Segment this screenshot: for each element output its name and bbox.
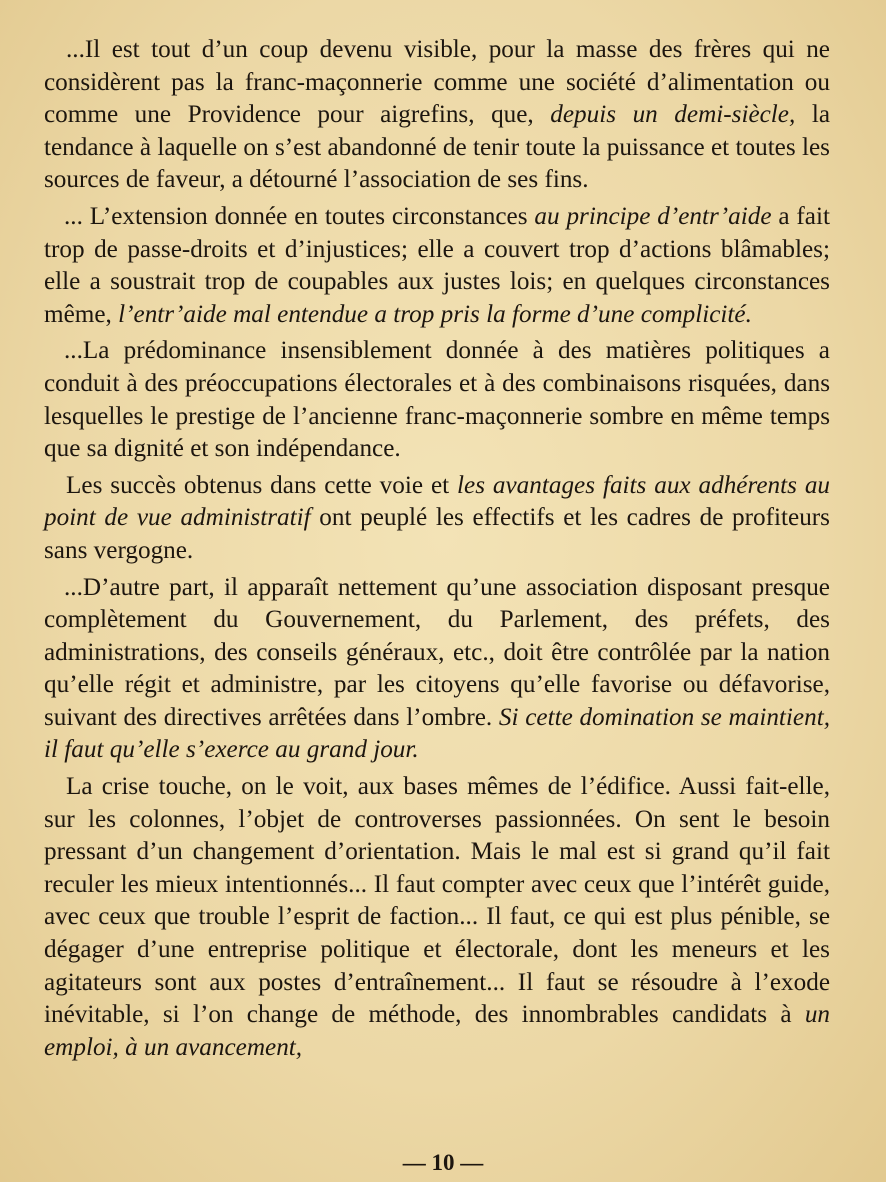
text-segment: ...D’autre part, il apparaît nettement qu’une association disposant presque complètement du Gouvernement, du Parlement, des préfets, des administrations, des conseils généraux, etc., doit être contrôlée par la nation qu’elle régit et administre, par les citoyens qu’elle favorise ou défavorise, suivant des directives arrêtées dans l’ombre. bbox=[44, 573, 830, 731]
text-segment: ont peuplé les effectifs et les cadres de profiteurs sans vergogne. bbox=[44, 504, 830, 564]
italic-segment: au principe d’entr’aide bbox=[534, 202, 772, 230]
paragraph-4 bbox=[44, 470, 830, 568]
body-text bbox=[44, 34, 830, 1064]
paragraph-6 bbox=[44, 771, 830, 1064]
italic-segment: l’entr’aide mal entendue a trop pris la forme d’une complicité. bbox=[118, 300, 752, 328]
text-segment: La crise touche, on le voit, aux bases mêmes de l’édifice. Aussi fait-elle, sur les colonnes, l’objet de controverses passionnées. On sent le besoin pressant d’un changement d’orientation. Mais le mal est si grand qu’il fait reculer les mieux intentionnés... Il faut compter avec ceux que l’intérêt guide, avec ceux que trouble l’esprit de faction... Il faut, ce qui est plus pénible, se dégager d’une entreprise politique et électorale, dont les meneurs et les agitateurs sont aux postes d’entraînement... Il faut se résoudre à l’exode inévitable, si l’on change de méthode, des innombrables candidats à bbox=[44, 773, 830, 1029]
page-number: — 10 — bbox=[402, 1150, 484, 1175]
paragraph-3 bbox=[44, 335, 830, 465]
text-segment: ... L’extension donnée en toutes circonstances bbox=[64, 202, 535, 230]
italic-segment: un emploi, à un avancement, bbox=[44, 1001, 830, 1061]
text-segment: ...La prédominance insensiblement donnée à des matières politiques a conduit à des préoccupations électorales et à des combinaisons risquées, dans lesquelles le prestige de l’ancienne franc-maçonnerie sombre en même temps que sa dignité et son indépendance. bbox=[44, 337, 830, 463]
paragraph-2 bbox=[44, 201, 830, 331]
italic-segment: depuis un demi-siècle, bbox=[550, 101, 796, 129]
paragraph-1 bbox=[44, 34, 830, 197]
text-segment: Les succès obtenus dans cette voie et bbox=[66, 471, 458, 499]
text-segment: a fait trop de passe-droits et d’injustices; elle a couvert trop d’actions blâmables; elle a soustrait trop de coupables aux justes lois; en quelques circonstances même, bbox=[44, 202, 830, 328]
italic-segment: les avantages faits aux adhérents au point de vue administratif bbox=[44, 471, 831, 532]
text-segment: ...Il est tout d’un coup devenu visible, pour la masse des frères qui ne considèrent pas la franc-maçonnerie comme une société d’alimentation ou comme une Providence pour aigrefins, que, bbox=[44, 36, 830, 129]
paragraph-5 bbox=[44, 572, 830, 768]
italic-segment: Si cette domination se maintient, il faut qu’elle s’exerce au grand jour. bbox=[44, 703, 831, 764]
text-segment: la tendance à laquelle on s’est abandonné de tenir toute la puissance et toutes les sources de faveur, a détourné l’association de ses fins. bbox=[44, 101, 830, 194]
